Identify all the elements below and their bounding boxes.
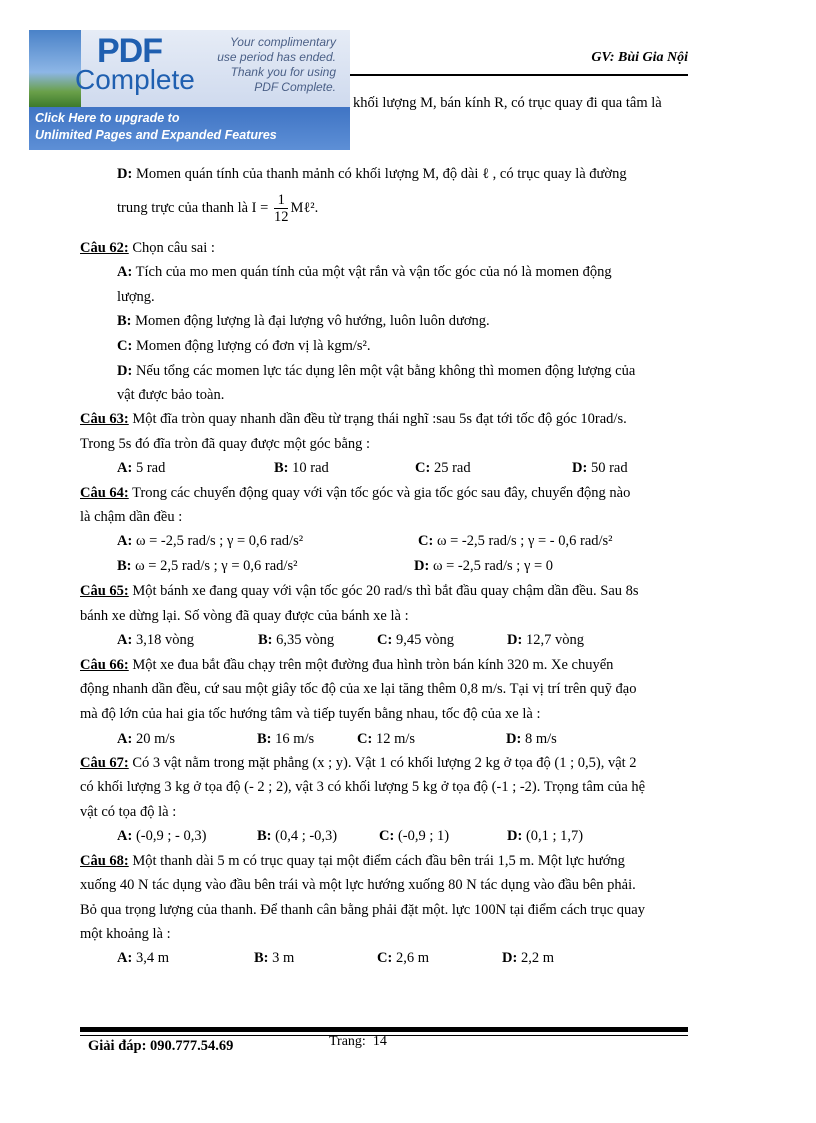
q68-stem-cont3: một khoảng là : [80,926,171,942]
q66-stem-cont1: động nhanh dần đều, cứ sau một giây tốc độ của xe lại tăng thêm 0,8 m/s. Tại vị trí trên quỹ đạo [80,681,637,697]
teacher-name: GV: Bùi Gia Nội [591,50,688,65]
q62-option-c: C: Momen động lượng có đơn vị là kgm/s². [117,338,371,354]
q68-stem-cont2: Bỏ qua trọng lượng của thanh. Để thanh cân bằng phải đặt một. lực 100N tại điểm cách trục quay [80,902,645,918]
q68-option-b: B: 3 m [254,950,295,966]
question-65: Câu 65: Một bánh xe đang quay với vận tốc góc 20 rad/s thì bắt đầu quay chậm dần đều. Sau 8s [80,583,639,599]
q66-option-c: C: 12 m/s [357,731,416,747]
q63-option-b: B: 10 rad [274,460,329,476]
q65-option-a: A: 3,18 vòng [117,632,194,648]
inertia-formula: trung trực của thanh là I = $\frac{1}{12}$ Mℓ². [117,192,319,225]
q64-option-c: C: ω = -2,5 rad/s ; γ = - 0,6 rad/s² [418,533,613,549]
q63-option-d: D: 50 rad [572,460,628,476]
logo-complete: Complete [75,64,195,95]
page-number: Trang: 14 [329,1034,387,1049]
q67-option-d: D: (0,1 ; 1,7) [507,828,584,844]
question-66: Câu 66: Một xe đua bắt đầu chạy trên một đường đua hình tròn bán kính 320 m. Xe chuyển [80,657,614,673]
q62-option-b: B: Momen động lượng là đại lượng vô hướng, luôn luôn dương. [117,313,490,329]
question-62: Câu 62: Chọn câu sai : [80,240,215,256]
q65-stem-cont: bánh xe dừng lại. Số vòng đã quay được của bánh xe là : [80,608,409,624]
q64-stem-cont: là chậm dần đều : [80,509,183,525]
q63-option-a: A: 5 rad [117,460,166,476]
q66-option-d: D: 8 m/s [506,731,557,747]
q67-stem-cont1: có khối lượng 3 kg ở tọa độ (- 2 ; 2), vật 3 có khối lượng 5 kg ở tọa độ (-1 ; -2). Trọng tâm của hệ [80,779,646,795]
pdf-upgrade-banner[interactable] [29,30,350,150]
q64-option-b: B: ω = 2,5 rad/s ; γ = 0,6 rad/s² [117,558,298,574]
q65-option-b: B: 6,35 vòng [258,632,335,648]
logo-pdf: PDF [97,32,162,70]
footer-contact: Giải đáp: 090.777.54.69 [88,1038,234,1054]
q64-option-d: D: ω = -2,5 rad/s ; γ = 0 [414,558,554,574]
q67-option-c: C: (-0,9 ; 1) [379,828,450,844]
q68-option-c: C: 2,6 m [377,950,429,966]
q67-option-b: B: (0,4 ; -0,3) [257,828,338,844]
q64-option-a: A: ω = -2,5 rad/s ; γ = 0,6 rad/s² [117,533,304,549]
question-67: Câu 67: Có 3 vật nằm trong mặt phẳng (x ; y). Vật 1 có khối lượng 2 kg ở tọa độ (1 ; 0,5), vật 2 [80,755,637,771]
option-d-line: D: Momen quán tính của thanh mảnh có khối lượng M, độ dài ℓ , có trục quay là đường [117,166,627,182]
banner-message: Your complimentary use period has ended. Thank you for using PDF Complete. [217,35,336,94]
upgrade-link[interactable]: Click Here to upgrade to Unlimited Pages and Expanded Features [35,111,277,142]
q67-option-a: A: (-0,9 ; - 0,3) [117,828,207,844]
footer-rule-thick [80,1027,688,1032]
fraction: $\frac{1}{12}$ [273,192,289,225]
q68-option-a: A: 3,4 m [117,950,169,966]
option-c-fragment: khối lượng M, bán kính R, có trục quay đi qua tâm là [353,95,662,111]
q63-stem-cont: Trong 5s đó đĩa tròn đã quay được một góc bằng : [80,436,371,452]
question-68: Câu 68: Một thanh dài 5 m có trục quay tại một điểm cách đầu bên trái 1,5 m. Một lực hướng [80,853,625,869]
q62-option-d-cont: vật được bảo toàn. [117,387,225,403]
q67-stem-cont2: vật có tọa độ là : [80,804,177,820]
q63-option-c: C: 25 rad [415,460,471,476]
question-64: Câu 64: Trong các chuyển động quay với vận tốc góc và gia tốc góc sau đây, chuyển động nào [80,485,631,501]
q65-option-d: D: 12,7 vòng [507,632,584,648]
q65-option-c: C: 9,45 vòng [377,632,454,648]
question-63: Câu 63: Một đĩa tròn quay nhanh dần đều từ trạng thái nghĩ :sau 5s đạt tới tốc độ góc 10rad/s. [80,411,627,427]
q68-option-d: D: 2,2 m [502,950,554,966]
q62-option-d: D: Nếu tổng các momen lực tác dụng lên một vật bằng không thì momen động lượng của [117,363,636,379]
q66-option-a: A: 20 m/s [117,731,176,747]
q66-stem-cont2: mà độ lớn của hai gia tốc hướng tâm và tiếp tuyến bằng nhau, tốc độ của xe là : [80,706,541,722]
q66-option-b: B: 16 m/s [257,731,315,747]
landscape-icon [29,30,81,107]
q68-stem-cont1: xuống 40 N tác dụng vào đầu bên trái và một lực hướng xuống 80 N tác dụng vào đầu bên phải. [80,877,636,893]
q62-option-a: A: Tích của mo men quán tính của một vật rắn và vận tốc góc của nó là momen động [117,264,612,280]
q62-option-a-cont: lượng. [117,289,155,305]
